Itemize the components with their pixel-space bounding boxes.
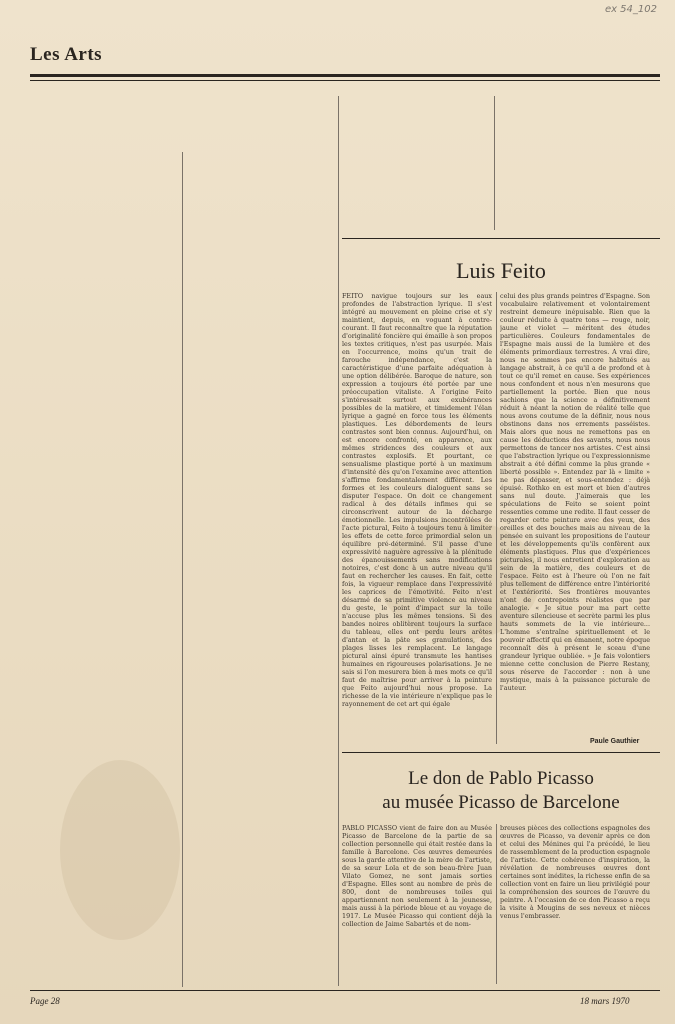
kirili-col1-body: [30, 374, 178, 589]
column-rule: [494, 96, 495, 230]
picasso-title-line2: au musée Picasso de Barcelone: [382, 792, 620, 813]
kirili-col2-bottom: [186, 764, 334, 986]
kirili-col1-body-2: [30, 590, 178, 985]
paragraph: celui des plus grands peintres d'Espagne. Son vocabulaire relativement et volontairement restreint demeure inépuisable. Rien que la couleur réduite à quatre tons — rouge, noir, jaune et violet — méritent des études particulières. Couleurs fondamentales de l'Espagne mais aussi de la lumière et des éléments primordiaux terrestres. A vrai dire, nous ne sommes pas encore habitués au langage abstrait, à ce qu'il a de profond et à tout ce qu'il remet en cause. Ses expériences nous confondent et nous n'en mesurons que partiellement la portée. Bien que nous sachions que la science a définitivement réduit à néant la notion de réalité telle que nous avons coutume de la définir, nous nous obstinons dans nos errements passéistes. Mais alors que nous ne remettons pas en cause les déductions des savants, nous nous permettons de tancer nos artistes. C'est ainsi que l'abstraction lyrique ou l'expressionnisme abstrait a été défini comme la plus grande « liberté possible ». Entendez par là « limite » ne pas dépasser, et sous-entendez : déjà épuisé. Rothko en est mort et bien d'autres sans nul doute. J'aimerais que les spéculations de Feito se soient point ressenties comme une redite. Il faut cesser de regarder cette peinture avec des yeux, des oreilles et des bouches mais au niveau de la pensée en suivant les propositions de l'auteur et les développements qu'ils confèrent aux éléments plastiques. Plus que d'expériences picturales, il nous entretient d'exploration au sein de la matière, des couleurs et de l'espace. Feito est à l'heure où l'on ne fait plus tellement de différence entre l'intériorité et l'extériorité. Ses frontières mouvantes n'ont de contrepoints réalistes que par analogie. « Je situe pour ma part cette aventure silencieuse et secrète parmi les plus hauts sommets de la vie intérieure... L'homme s'entraîne spirituellement et le pouvoir affectif qui en émanent, notre époque reconnaît dès à présent le sceau d'une grandeur lyrique oubliée. » Je fais volontiers mienne cette conclusion de Pierre Restany, sous réserve de l'accorder : non à une mystique, mais à la puissance picturale de l'auteur.: [500, 292, 650, 692]
article-divider: [342, 752, 660, 753]
paragraph: breuses pièces des collections espagnoles des œuvres de Picasso, va devenir après ce don et celui des Ménines qui l'a précédé, le lieu de rassemblement de la production espagnole de l'artiste. Cette cohérence d'inspiration, la révélation de nombreuses œuvres dont certaines sont inédites, la richesse enfin de sa collection vont en faire un lieu privilégié pour la compréhension des sources de l'œuvre du peintre. A l'occasion de ce don Picasso a reçu la visite à Mougins de ses neveux et nièces venus l'embrasser.: [500, 824, 650, 920]
reference-mark: ex 54_102: [604, 4, 657, 15]
picasso-title-line1: Le don de Pablo Picasso: [408, 768, 594, 789]
kirili-col2-body: [186, 318, 334, 762]
picasso-col1: [342, 824, 492, 984]
column-rule: [496, 292, 497, 744]
kirili-col3: [342, 96, 490, 228]
article-divider: [342, 238, 660, 239]
issue-date: 18 mars 1970: [580, 996, 630, 1006]
kirili-col2-top: [186, 152, 334, 297]
column-rule: [182, 152, 183, 987]
column-rule: [338, 96, 339, 986]
kirili-col1-intro: [30, 152, 178, 352]
section-title: Les Arts: [30, 44, 103, 65]
header-rule-thin: [30, 80, 660, 81]
paragraph: FEITO navigue toujours sur les eaux profondes de l'abstraction lyrique. Il s'est intégré au mouvement en pleine crise et s'y maintient, depuis, en voguant à contre-courant. Il faut reconnaître que la réputation d'originalité foncière qui émaille à son propos les textes critiques, n'est pas usurpée. Mais en l'occurrence, moins qu'un trait de farouche indépendance, c'est la caractéristique d'une parfaite adéquation à une option délibérée. Baroque de nature, son expression a toujours été portée par une préoccupation vitaliste. A l'origine Feito s'intéressait surtout aux exubérances possibles de la matière, et timidement l'élan lyrique a gagné en force tous les éléments plastiques. Les débordements de leurs contrastes sont bien connus. Aujourd'hui, on est encore confronté, en apparence, aux mêmes stridences des couleurs et aux contrastes explosifs. Et pourtant, ce sensualisme plastique porté à un maximum d'intensité dès qu'on l'examine avec attention s'affirme fondamentalement différent. Les formes et les couleurs dialoguent sans se disputer l'espace. On doit ce changement radical à des détails infimes qui se circonscrivent autour de la décharge émotionnelle. Les impulsions incontrôlées de l'acte pictural, Feito à toujours tenu à limiter les effets de cette force primordial selon un équilibre pré-déterminé. S'il passe d'une expressivité naguère agressive à la plénitude des épanouissements sans modifications notoires, c'est donc à un autre niveau qu'il faut en rechercher les causes. En fait, cette fois, la vigueur remplace dans l'expressivité les caprices de l'émotivité. Feito n'est désarmé de sa primitive violence au niveau du geste, le point d'impact sur la toile n'accuse plus les mêmes tensions. Si des bandes noires oblitèrent toujours la surface du tableau, elles ont perdu leurs arêtes d'antan et la pâte ses granulations, des plages lisses les remplacent. Le langage pictural ainsi épuré transmute les hantises humaines en rigoureuses polarisations. Je ne sais si l'on mesurera bien à mes mots ce qu'il faut de maîtrise pour arriver à la peinture que Feito aujourd'hui nous propose. La richesse de la vie intérieure n'explique pas le rayonnement de cet art qui égale: [342, 292, 492, 708]
footer-rule: [30, 990, 660, 991]
header-rule-thick: [30, 74, 660, 77]
paragraph: PABLO PICASSO vient de faire don au Musée Picasso de Barcelone de la partie de sa collection personnelle qui était restée dans la famille à Barcelone. Ces œuvres demeurées sous la garde attentive de la mère de l'artiste, de sa sœur Lola et de son beau-frère Juan Vilato Gomez, ne sont jamais sorties d'Espagne. Elles sont au nombre de près de 800, dont de nombreuses toiles qui appartiennent non seulement à la jeunesse, mais aussi à la période bleue et au voyage de 1917. Le Musée Picasso qui contient déjà la collection de Jaime Sabartés et de nom-: [342, 824, 492, 928]
feito-col2: [500, 292, 650, 734]
column-rule: [496, 824, 497, 984]
feito-title: Luis Feito: [456, 258, 546, 283]
kirili-col4: [498, 96, 648, 228]
picasso-col2: [500, 824, 650, 984]
page-number: Page 28: [30, 996, 60, 1006]
feito-col1: [342, 292, 492, 744]
feito-signature: Paule Gauthier: [590, 738, 640, 745]
